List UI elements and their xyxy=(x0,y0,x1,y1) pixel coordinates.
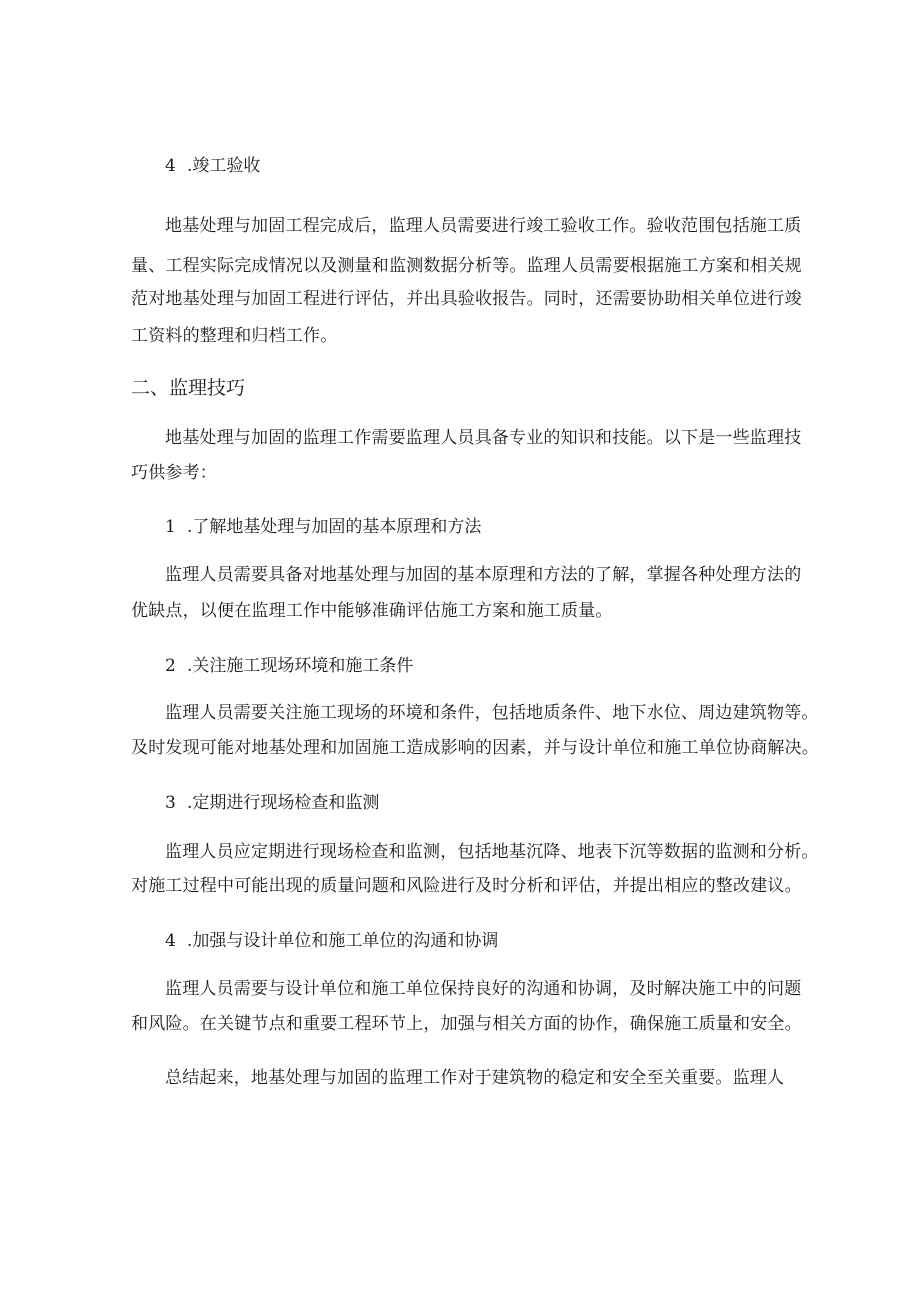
tip-heading xyxy=(165,654,413,678)
tip-line: 监理人员需要具备对地基处理与加固的基本原理和方法的了解，掌握各种处理方法的 xyxy=(165,565,802,585)
tip-title: .了解地基处理与加固的基本原理和方法 xyxy=(187,517,482,537)
tip-number: 2 xyxy=(165,656,176,676)
section4-number: 4 xyxy=(165,156,176,176)
summary-line: 总结起来，地基处理与加固的监理工作对于建筑物的稳定和安全至关重要。监理人 xyxy=(165,1068,785,1088)
tip-line: 优缺点，以便在监理工作中能够准确评估施工方案和施工质量。 xyxy=(131,601,613,621)
tip-title: .关注施工现场环境和施工条件 xyxy=(187,656,414,676)
section4-title: .竣工验收 xyxy=(187,156,261,176)
tip-title: .定期进行现场检查和监测 xyxy=(187,793,380,813)
tip-line: 及时发现可能对地基处理和加固施工造成影响的因素，并与设计单位和施工单位协商解决。 xyxy=(131,738,819,758)
tip-line: 监理人员需要与设计单位和施工单位保持良好的沟通和协调，及时解决施工中的问题 xyxy=(165,979,802,999)
chapter-intro-line: 地基处理与加固的监理工作需要监理人员具备专业的知识和技能。以下是一些监理技 xyxy=(165,428,802,448)
tip-title: .加强与设计单位和施工单位的沟通和协调 xyxy=(187,931,499,951)
section4-heading xyxy=(165,154,260,178)
chapter-intro-line: 巧供参考： xyxy=(131,463,217,483)
tip-heading xyxy=(165,929,498,953)
tip-number: 1 xyxy=(165,517,176,537)
tip-number: 3 xyxy=(165,793,176,813)
tip-line: 监理人员需要关注施工现场的环境和条件，包括地质条件、地下水位、周边建筑物等。 xyxy=(165,703,819,723)
tip-heading xyxy=(165,791,379,815)
section4-paragraph-line: 量、工程实际完成情况以及测量和监测数据分析等。监理人员需要根据施工方案和相关规 xyxy=(131,256,802,276)
section4-paragraph-line: 范对地基处理与加固工程进行评估，并出具验收报告。同时，还需要协助相关单位进行竣 xyxy=(131,289,802,309)
tip-line: 对施工过程中可能出现的质量问题和风险进行及时分析和评估，并提出相应的整改建议。 xyxy=(131,876,802,896)
tip-heading xyxy=(165,515,481,539)
section4-paragraph-line: 工资料的整理和归档工作。 xyxy=(131,326,338,346)
tip-line: 监理人员应定期进行现场检查和监测，包括地基沉降、地表下沉等数据的监测和分析。 xyxy=(165,842,819,862)
section4-paragraph-line: 地基处理与加固工程完成后，监理人员需要进行竣工验收工作。验收范围包括施工质 xyxy=(165,216,802,236)
tip-number: 4 xyxy=(165,931,176,951)
tip-line: 和风险。在关键节点和重要工程环节上，加强与相关方面的协作，确保施工质量和安全。 xyxy=(131,1014,802,1034)
chapter-heading: 二、监理技巧 xyxy=(131,377,246,399)
